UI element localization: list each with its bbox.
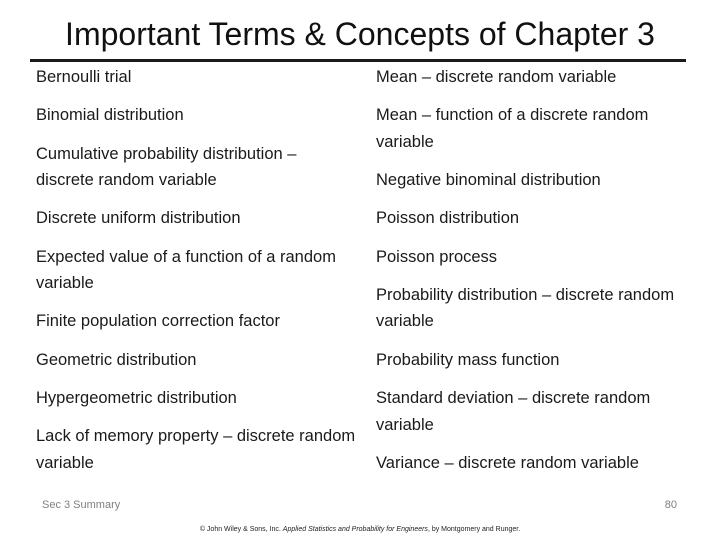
title-divider <box>30 59 686 62</box>
copyright-prefix: © John Wiley & Sons, Inc. <box>199 526 283 533</box>
copyright-book-title: Applied Statistics and Probability for Engineers <box>282 526 428 533</box>
slide-title: Important Terms & Concepts of Chapter 3 <box>65 16 655 52</box>
right-terms-list <box>376 64 688 488</box>
page-number: 80 <box>664 499 677 511</box>
copyright-suffix: , by Montgomery and Runger. <box>427 526 521 533</box>
term-item: Binomial distribution <box>36 106 184 125</box>
term-item: Mean – discrete random variable <box>376 68 617 86</box>
term-item: Probability mass function <box>376 350 560 369</box>
copyright-notice <box>0 526 720 533</box>
term-item: Hypergeometric distribution <box>36 389 237 408</box>
term-item: Poisson distribution <box>376 209 520 228</box>
left-terms-list <box>36 64 358 488</box>
section-label: Sec 3 Summary <box>42 499 121 511</box>
term-item: Mean – function of a discrete random variable <box>376 106 649 151</box>
term-item: Bernoulli trial <box>36 68 132 86</box>
term-item: Finite population correction factor <box>36 312 280 331</box>
term-item: Cumulative probability distribution – discrete random variable <box>36 144 297 190</box>
term-item: Geometric distribution <box>36 350 197 369</box>
term-item: Lack of memory property – discrete random variable <box>36 427 356 472</box>
term-item: Standard deviation – discrete random variable <box>376 389 651 434</box>
term-item: Expected value of a function of a random variable <box>36 247 336 293</box>
term-item: Variance – discrete random variable <box>376 453 639 472</box>
term-item: Negative binominal distribution <box>376 171 601 190</box>
term-item: Poisson process <box>376 247 498 266</box>
term-item: Discrete uniform distribution <box>36 209 241 228</box>
term-item: Probability distribution – discrete random variable <box>376 285 675 331</box>
